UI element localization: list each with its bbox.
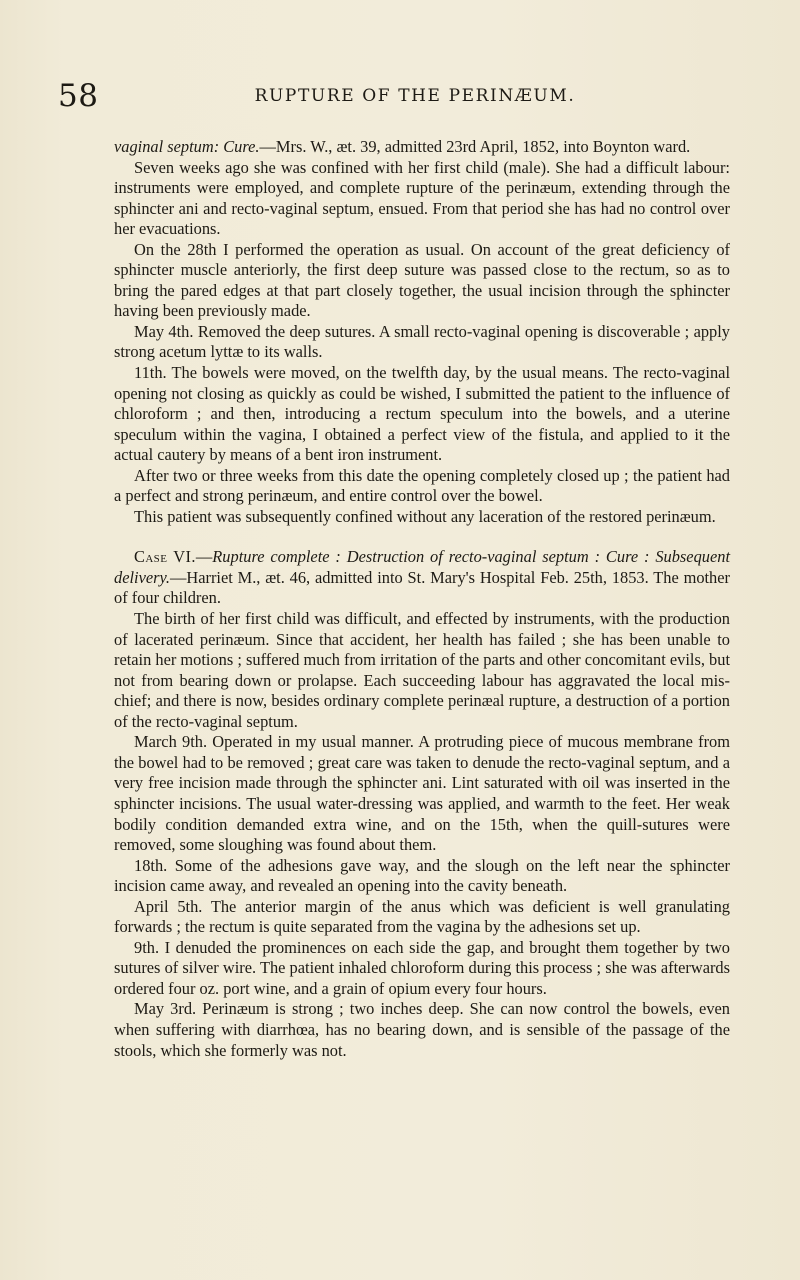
paragraph: March 9th. Operated in my usual manner. A protruding piece of mucous membrane from the bowel had to be removed ; great care was taken to denude the recto-vaginal septum, and a very free incision made through the sphincter ani. Lint saturated with oil was inserted in the sphincter incisions. The usual water-dressing was applied, and warmth to the feet. Her weak bodily condition demanded extra wine, and on the 15th, when the quill-sutures were removed, some sloughing was found about them. (114, 732, 730, 855)
paragraph: On the 28th I performed the operation as usual. On account of the great deficiency of sphincter muscle anteriorly, the first deep suture was passed close to the rectum, so as to bring the pared edges at that part closely together, the usual incision through the sphincter having been previously made. (114, 239, 730, 321)
body-text (114, 137, 730, 1061)
paragraph: 18th. Some of the adhesions gave way, and the slough on the left near the sphincter incision came away, and revealed an opening into the cavity beneath. (114, 855, 730, 896)
paragraph: After two or three weeks from this date the opening completely closed up ; the patient had a perfect and strong perinæum, and entire control over the bowel. (114, 465, 730, 506)
case-intro: —Mrs. W., æt. 39, admitted 23rd April, 1852, into Boynton ward. (259, 137, 691, 156)
paragraph: May 3rd. Perinæum is strong ; two inches deep. She can now control the bowels, even when suffering with diarrhœa, has no bearing down, and is sensible of the passage of the stools, which she formerly was not. (114, 999, 730, 1060)
case-label: Case VI. (134, 547, 196, 567)
paragraph (114, 137, 730, 158)
case-title: Rupture complete : Destruction of recto-vaginal septum : Cure : Subsequent delivery. (114, 547, 730, 587)
page-number: 58 (58, 78, 99, 114)
paragraph: The birth of her first child was difficult, and effected by instruments, with the production of lacerated perinæum. Since that accident, her health has failed ; she has been unable to retain her motions ; suffered much from irritation of the parts and other concomitant evils, but not from bearing down or prolapse. Each succeeding labour has aggravated the local mis-chief; and there is now, besides ordinary complete perinæal rupture, a destruction of a portion of the recto-vaginal septum. (114, 609, 731, 731)
paragraph: This patient was subsequently confined without any laceration of the restored perinæum. (134, 506, 716, 526)
running-title: RUPTURE OF THE PERINÆUM. (254, 86, 576, 106)
paragraph: Seven weeks ago she was confined with her first child (male). She had a difficult labour: instruments were employed, and complete rupture of the perinæum, extending through the sphincter ani and recto-vaginal septum, ensued. From that period she has had no control over her evacuations. (114, 157, 730, 239)
case-paragraph (114, 547, 730, 609)
running-head (58, 76, 742, 116)
paragraph: 11th. The bowels were moved, on the twelfth day, by the usual means. The recto-vaginal opening not closing as quickly as could be wished, I submitted the patient to the influence of chloroform ; and then, introducing a rectum speculum into the bowels, and a uterine speculum within the vagina, I obtained a perfect view of the fistula, and applied to it the actual cautery by means of a bent iron instrument. (114, 363, 730, 465)
case-intro: —Harriet M., æt. 46, admitted into St. Mary's Hospital Feb. 25th, 1853. The mother of four children. (114, 567, 730, 608)
paragraph: 9th. I denuded the prominences on each side the gap, and brought them together by two sutures of silver wire. The patient inhaled chloroform during this process ; she was afterwards ordered four oz. port wine, and a grain of opium every four hours. (114, 937, 730, 998)
paragraph: May 4th. Removed the deep sutures. A small recto-vaginal opening is discoverable ; apply strong acetum lyttæ to its walls. (114, 321, 730, 362)
case-heading-continued: vaginal septum: Cure. (114, 137, 260, 156)
case-dash: — (195, 547, 213, 567)
paragraph: April 5th. The anterior margin of the anus which was deficient is well granulating forwards ; the rectum is quite separated from the vagina by the adhesions set up. (114, 896, 730, 937)
